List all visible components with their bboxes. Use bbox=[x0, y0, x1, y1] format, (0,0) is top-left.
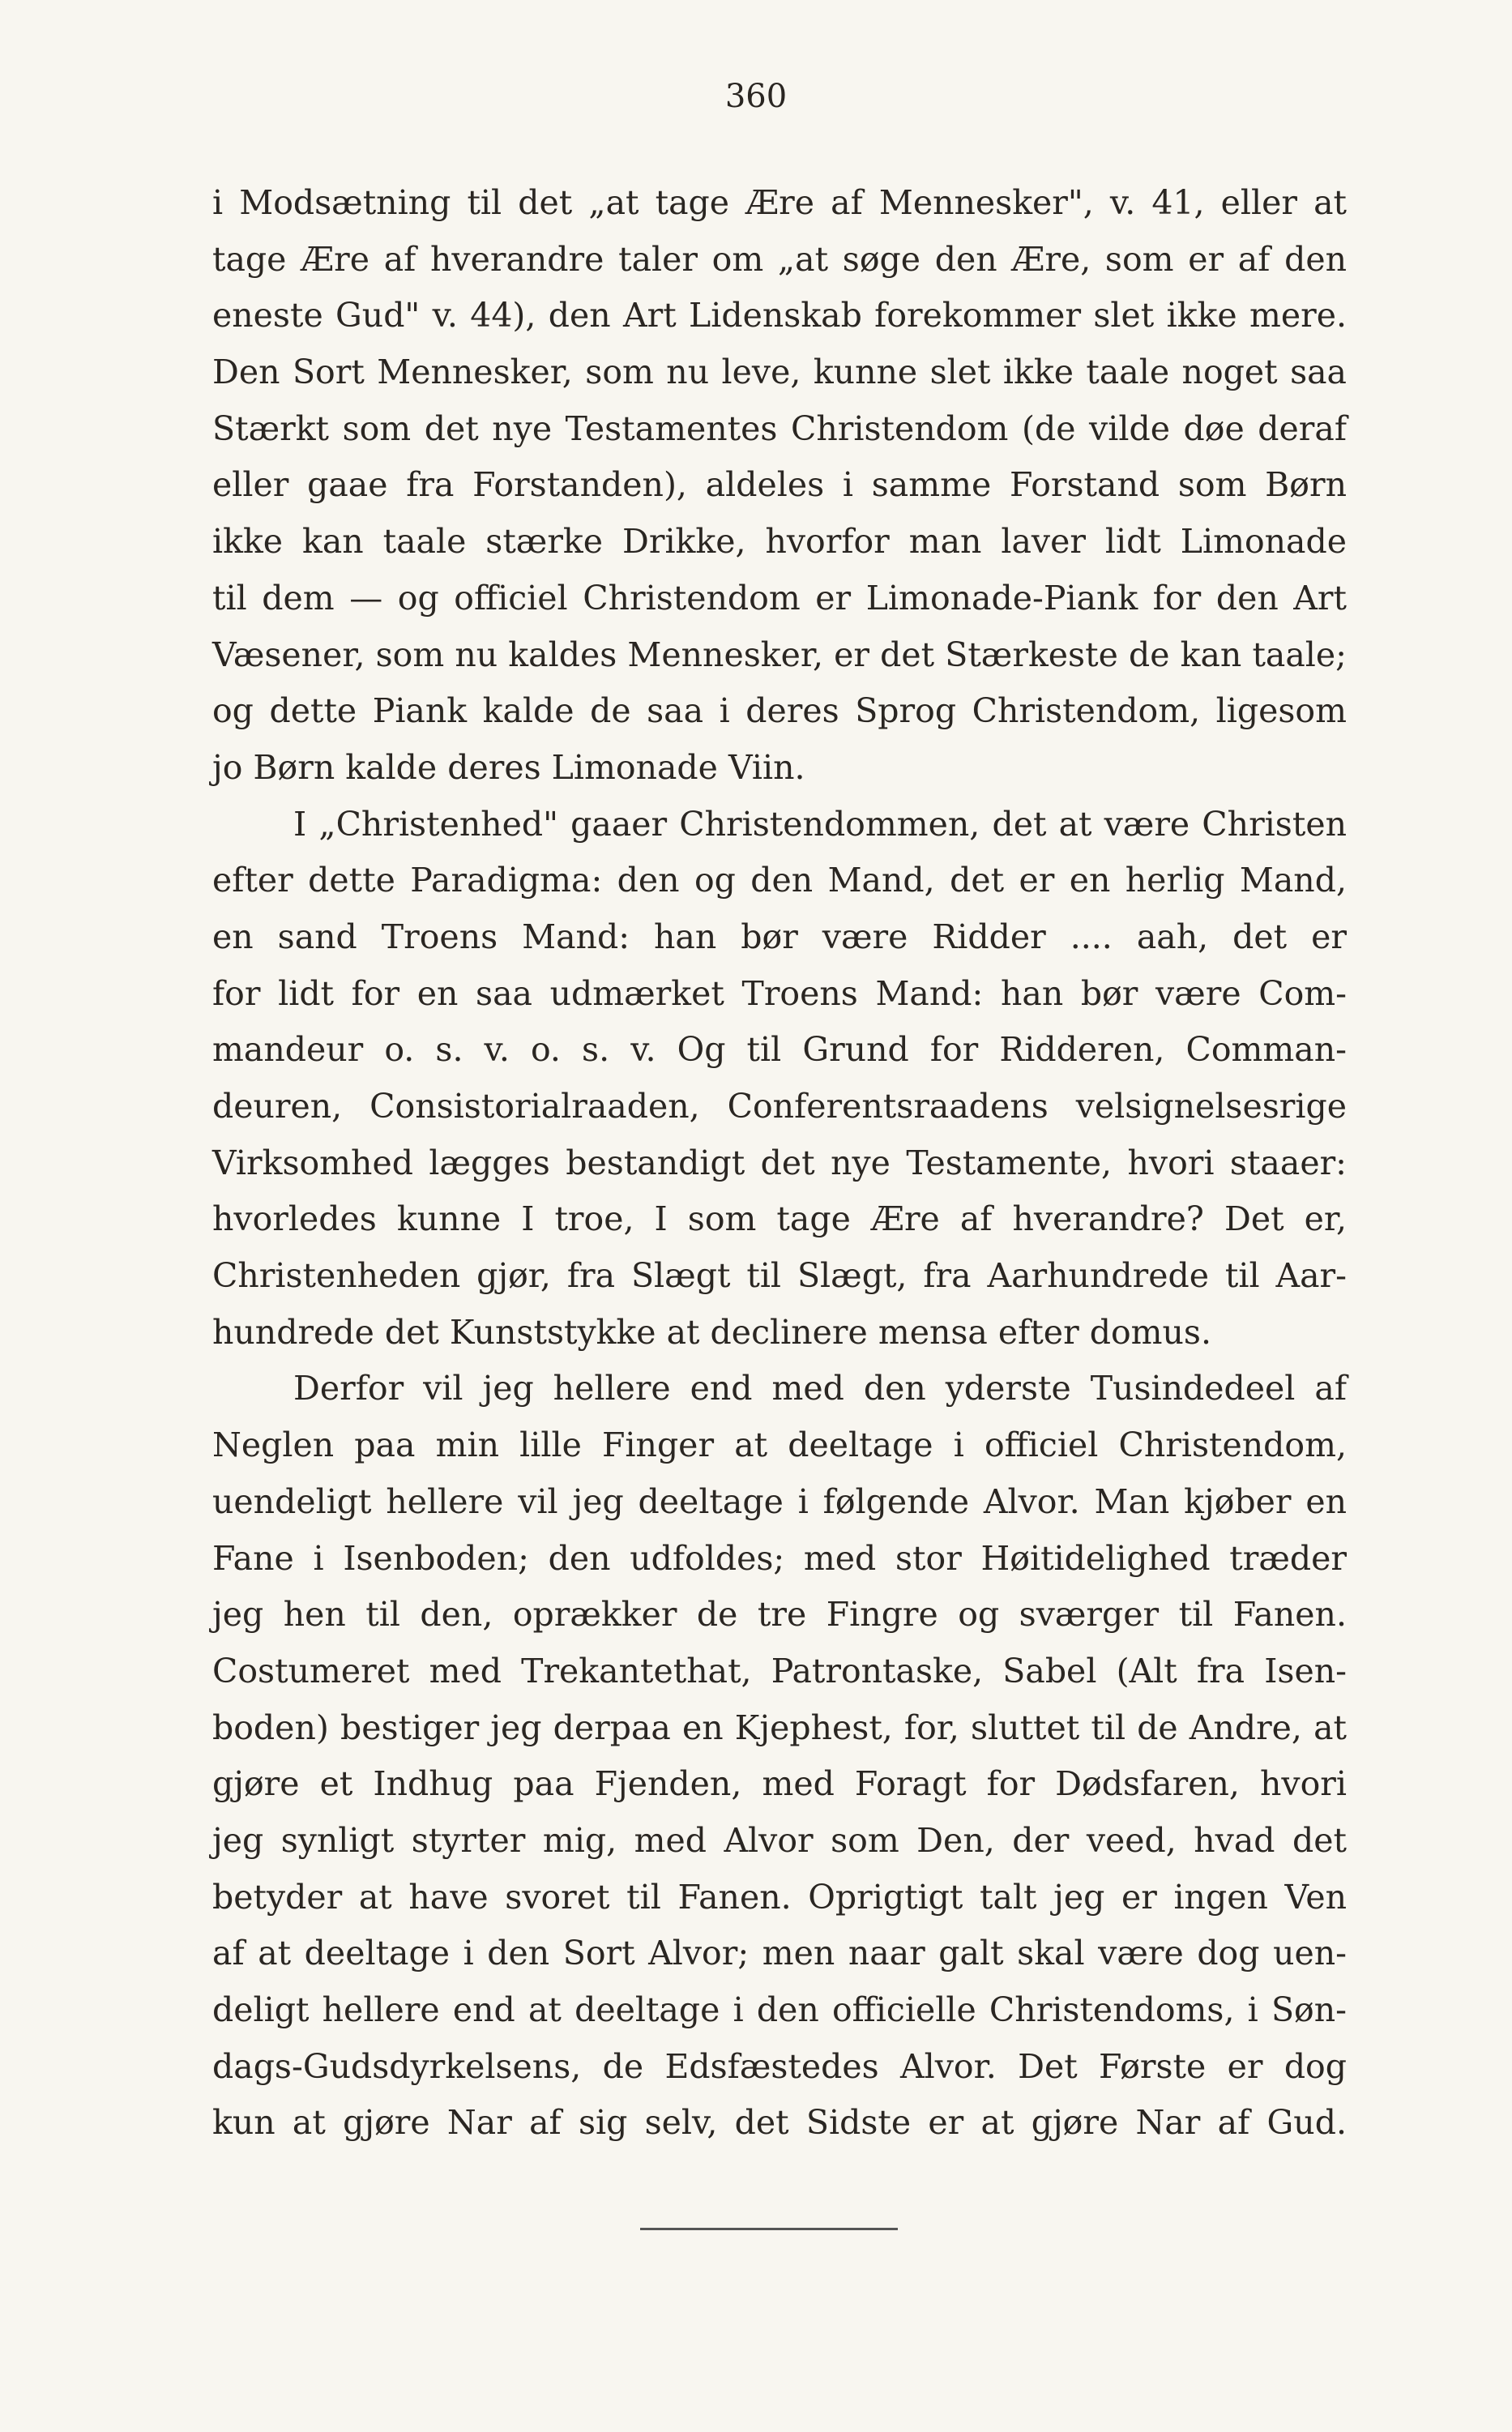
text-line: Costumeret med Trekantethat, Patrontaske, Sabel (Alt fra Isen- bbox=[212, 1651, 1347, 1690]
text-line: Neglen paa min lille Finger at deeltage i officiel Christendom, bbox=[212, 1425, 1347, 1465]
text-line: boden) bestiger jeg derpaa en Kjephest, for, sluttet til de Andre, at bbox=[212, 1708, 1347, 1747]
text-line: efter dette Paradigma: den og den Mand, det er en herlig Mand, bbox=[212, 861, 1347, 900]
text-line: uendeligt hellere vil jeg deeltage i følgende Alvor. Man kjøber en bbox=[212, 1481, 1347, 1521]
text-line: jeg synligt styrter mig, med Alvor som Den, der veed, hvad det bbox=[212, 1820, 1347, 1860]
text-line: Fane i Isenboden; den udfoldes; med stor Høitidelighed træder bbox=[212, 1538, 1347, 1578]
body-text bbox=[212, 175, 1347, 2152]
text-line: mandeur o. s. v. o. s. v. Og til Grund for Ridderen, Comman- bbox=[212, 1030, 1347, 1070]
text-line: kun at gjøre Nar af sig selv, det Sidste er at gjøre Nar af Gud. bbox=[212, 2103, 1347, 2143]
text-line: af at deeltage i den Sort Alvor; men naar galt skal være dog uen- bbox=[212, 1934, 1347, 1973]
text-line: I „Christenhed" gaaer Christendommen, det at være Christen bbox=[293, 804, 1347, 844]
text-line: en sand Troens Mand: han bør være Ridder .... aah, det er bbox=[212, 917, 1347, 956]
text-line: Stærkt som det nye Testamentes Christendom (de vilde døe deraf bbox=[212, 408, 1347, 448]
section-divider bbox=[640, 2228, 898, 2230]
text-line: tage Ære af hverandre taler om „at søge den Ære, som er af den bbox=[212, 239, 1347, 279]
text-line: for lidt for en saa udmærket Troens Mand: han bør være Com- bbox=[212, 973, 1347, 1013]
text-line: dags-Gudsdyrkelsens, de Edsfæstedes Alvor. Det Første er dog bbox=[212, 2046, 1347, 2086]
page-number: 360 bbox=[724, 78, 788, 115]
text-line: deuren, Consistorialraaden, Conferentsraadens velsignelsesrige bbox=[212, 1087, 1347, 1126]
text-line: hvorledes kunne I troe, I som tage Ære af hverandre? Det er, bbox=[212, 1199, 1347, 1239]
text-line: eneste Gud" v. 44), den Art Lidenskab forekommer slet ikke mere. bbox=[212, 296, 1347, 336]
text-line: Christenheden gjør, fra Slægt til Slægt, fra Aarhundrede til Aar- bbox=[212, 1256, 1347, 1296]
text-line: eller gaae fra Forstanden), aldeles i samme Forstand som Børn bbox=[212, 465, 1347, 505]
text-line: deligt hellere end at deeltage i den officielle Christendoms, i Søn- bbox=[212, 1990, 1347, 2029]
text-line: Derfor vil jeg hellere end med den yderste Tusindedeel af bbox=[293, 1369, 1347, 1408]
text-line: gjøre et Indhug paa Fjenden, med Foragt for Dødsfaren, hvori bbox=[212, 1764, 1347, 1804]
text-line: og dette Piank kalde de saa i deres Sprog Christendom, ligesom bbox=[212, 691, 1347, 731]
text-line: til dem — og officiel Christendom er Limonade-Piank for den Art bbox=[212, 578, 1347, 618]
text-line: jo Børn kalde deres Limonade Viin. bbox=[212, 747, 805, 787]
text-line: jeg hen til den, oprækker de tre Fingre og sværger til Fanen. bbox=[212, 1595, 1347, 1635]
text-line: Virksomhed lægges bestandigt det nye Testamente, hvori staaer: bbox=[212, 1143, 1347, 1182]
text-line: Væsener, som nu kaldes Mennesker, er det Stærkeste de kan taale; bbox=[212, 635, 1347, 674]
text-line: hundrede det Kunststykke at declinere mensa efter domus. bbox=[212, 1312, 1211, 1352]
text-line: ikke kan taale stærke Drikke, hvorfor man laver lidt Limonade bbox=[212, 522, 1347, 562]
text-line: Den Sort Mennesker, som nu leve, kunne slet ikke taale noget saa bbox=[212, 353, 1347, 392]
text-line: i Modsætning til det „at tage Ære af Mennesker", v. 41, eller at bbox=[212, 183, 1347, 222]
text-line: betyder at have svoret til Fanen. Oprigtigt talt jeg er ingen Ven bbox=[212, 1877, 1347, 1917]
